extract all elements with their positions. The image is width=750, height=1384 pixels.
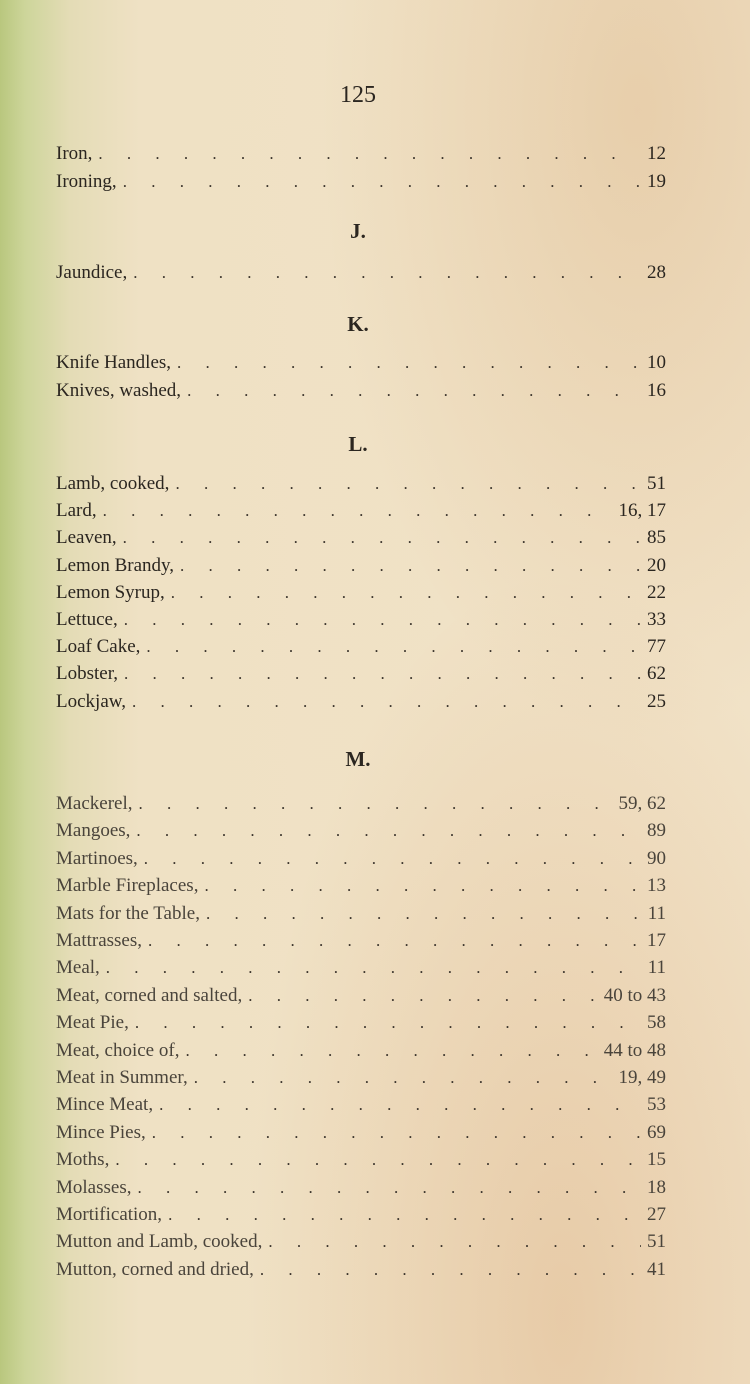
index-entry <box>56 691 666 715</box>
entry-page-number: 18 <box>647 1176 666 1198</box>
entry-term: Meat in Summer, <box>56 1067 188 1088</box>
index-entry <box>56 930 666 954</box>
dot-leader <box>132 692 641 712</box>
index-entry <box>56 820 666 844</box>
index-entry <box>56 609 666 633</box>
index-entry <box>56 1259 666 1283</box>
entry-page-number: 58 <box>647 1012 666 1034</box>
entry-term: Knives, washed, <box>56 379 182 401</box>
entry-page-number: 51 <box>647 1231 666 1253</box>
entry-term: Mutton, corned and dried, <box>56 1258 254 1280</box>
entry-page-number: 22 <box>647 581 666 603</box>
entry-page-number: 27 <box>647 1204 666 1225</box>
entry-term: Lockjaw, <box>56 690 126 712</box>
index-entry <box>56 636 666 660</box>
dot-leader <box>268 1232 641 1252</box>
dot-leader <box>135 1013 641 1033</box>
index-entry <box>56 555 666 579</box>
entry-page-number: 16, 17 <box>618 500 666 522</box>
entry-page-number: 11 <box>647 957 666 979</box>
entry-term: Molasses, <box>56 1176 132 1198</box>
dot-leader <box>159 1095 641 1115</box>
dot-leader <box>168 1205 641 1225</box>
index-entry <box>56 143 666 167</box>
index-entry <box>56 1231 666 1255</box>
dot-leader <box>106 958 642 978</box>
entry-term: Meat Pie, <box>56 1012 129 1034</box>
dot-leader <box>137 1178 641 1198</box>
dot-leader <box>146 637 641 657</box>
dot-leader <box>98 144 641 164</box>
dot-leader <box>144 849 641 869</box>
entry-page-number: 53 <box>647 1094 666 1116</box>
index-entry <box>56 848 666 872</box>
entry-page-number: 69 <box>647 1121 666 1143</box>
entry-term: Marble Fireplaces, <box>56 875 199 897</box>
entry-term: Jaundice, <box>56 262 128 283</box>
section-letter: K. <box>347 312 369 336</box>
dot-leader <box>185 1041 597 1061</box>
entry-term: Meat, choice of, <box>56 1039 180 1061</box>
dot-leader <box>260 1260 641 1280</box>
entry-term: Lobster, <box>56 663 119 685</box>
dot-leader <box>152 1123 641 1143</box>
index-entry <box>56 527 666 551</box>
dot-leader <box>206 904 642 924</box>
entry-page-number: 19, 49 <box>618 1067 666 1088</box>
entry-term: Mutton and Lamb, cooked, <box>56 1231 263 1253</box>
entry-page-number: 11 <box>647 902 666 924</box>
entry-page-number: 85 <box>647 527 666 549</box>
entry-term: Martinoes, <box>56 847 138 869</box>
entry-page-number: 25 <box>647 690 666 712</box>
index-entry <box>56 1067 666 1091</box>
dot-leader <box>177 353 641 373</box>
entry-term: Mats for the Table, <box>56 902 200 924</box>
index-entry <box>56 171 666 195</box>
dot-leader <box>123 172 641 192</box>
entry-page-number: 33 <box>647 609 666 630</box>
page-number: 125 <box>340 82 376 108</box>
dot-leader <box>103 501 613 521</box>
entry-page-number: 41 <box>647 1258 666 1280</box>
index-entry <box>56 663 666 687</box>
index-entry <box>56 500 666 524</box>
entry-page-number: 10 <box>647 352 666 373</box>
entry-page-number: 13 <box>647 875 666 897</box>
entry-page-number: 15 <box>647 1149 666 1171</box>
entry-term: Leaven, <box>56 527 117 549</box>
dot-leader <box>124 664 641 684</box>
index-entry <box>56 957 666 981</box>
entry-page-number: 59, 62 <box>618 793 666 814</box>
index-entry <box>56 1204 666 1228</box>
entry-term: Lard, <box>56 500 97 522</box>
dot-leader <box>136 821 641 841</box>
entry-term: Mince Pies, <box>56 1121 146 1143</box>
entry-page-number: 44 to 48 <box>603 1039 666 1061</box>
entry-page-number: 20 <box>647 554 666 576</box>
entry-page-number: 16 <box>647 379 666 401</box>
entry-page-number: 28 <box>647 262 666 283</box>
entry-page-number: 17 <box>647 930 666 951</box>
index-entry <box>56 582 666 606</box>
dot-leader <box>194 1068 613 1088</box>
entry-term: Iron, <box>56 143 93 164</box>
entry-page-number: 12 <box>647 143 666 164</box>
dot-leader <box>171 583 641 603</box>
dot-leader <box>123 528 641 548</box>
entry-term: Mackerel, <box>56 793 133 814</box>
entry-term: Knife Handles, <box>56 352 172 373</box>
index-entry <box>56 793 666 817</box>
entry-page-number: 40 to 43 <box>603 984 666 1006</box>
entry-term: Lamb, cooked, <box>56 473 170 494</box>
entry-term: Mattrasses, <box>56 930 143 951</box>
entry-term: Meat, corned and salted, <box>56 984 243 1006</box>
index-entry <box>56 262 666 286</box>
entry-term: Mortification, <box>56 1204 163 1225</box>
entry-page-number: 89 <box>647 820 666 842</box>
dot-leader <box>115 1150 641 1170</box>
dot-leader <box>180 556 641 576</box>
index-entry <box>56 903 666 927</box>
entry-term: Ironing, <box>56 170 117 192</box>
dot-leader <box>187 381 641 401</box>
entry-page-number: 62 <box>647 663 666 685</box>
index-entry <box>56 985 666 1009</box>
entry-term: Mangoes, <box>56 820 131 842</box>
index-entry <box>56 352 666 376</box>
index-entry <box>56 1177 666 1201</box>
dot-leader <box>175 474 641 494</box>
index-entry <box>56 380 666 404</box>
entry-term: Moths, <box>56 1149 110 1171</box>
entry-term: Lettuce, <box>56 609 118 630</box>
dot-leader <box>148 931 641 951</box>
entry-term: Meal, <box>56 957 100 979</box>
entry-page-number: 51 <box>647 473 666 494</box>
dot-leader <box>138 794 612 814</box>
entry-term: Loaf Cake, <box>56 636 141 658</box>
index-entry <box>56 1149 666 1173</box>
index-entry <box>56 1122 666 1146</box>
section-letter: M. <box>345 747 371 771</box>
entry-term: Lemon Brandy, <box>56 554 175 576</box>
entry-term: Lemon Syrup, <box>56 581 165 603</box>
dot-leader <box>124 610 641 630</box>
dot-leader <box>248 986 597 1006</box>
index-entry <box>56 1012 666 1036</box>
section-letter: J. <box>350 219 366 243</box>
entry-term: Mince Meat, <box>56 1094 154 1116</box>
dot-leader <box>133 263 641 283</box>
dot-leader <box>204 876 641 896</box>
index-entry <box>56 473 666 497</box>
index-entry <box>56 1094 666 1118</box>
index-entry <box>56 1040 666 1064</box>
entry-page-number: 77 <box>647 636 666 658</box>
entry-page-number: 19 <box>647 170 666 192</box>
index-entry <box>56 875 666 899</box>
entry-page-number: 90 <box>647 847 666 869</box>
section-letter: L. <box>348 432 368 456</box>
